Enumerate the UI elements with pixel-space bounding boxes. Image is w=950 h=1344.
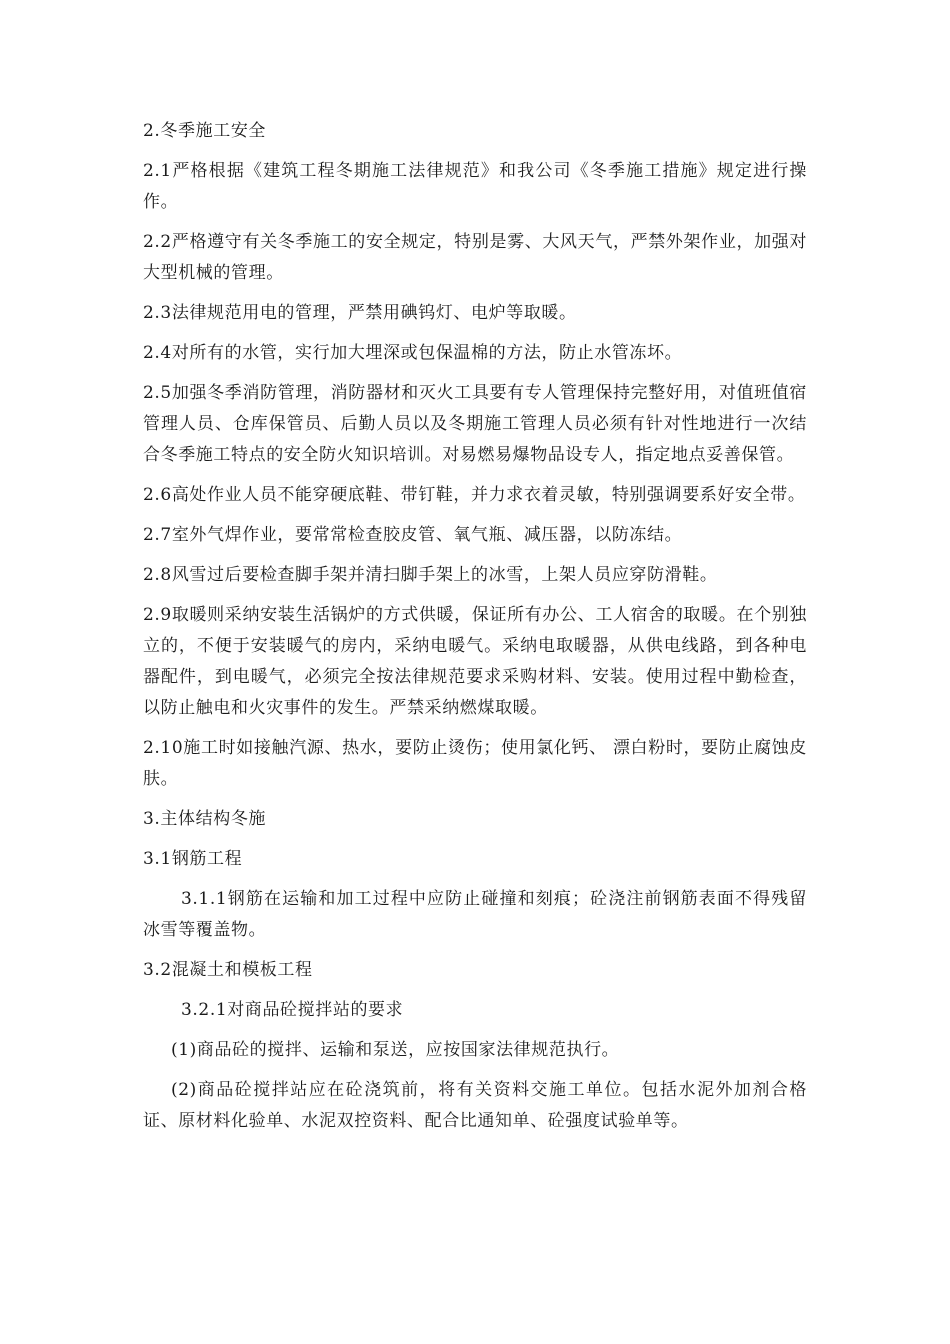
subsection-heading-rebar: 3.1钢筋工程 <box>143 849 243 869</box>
paragraph-3-1-1: 3.1.1钢筋在运输和加工过程中应防止碰撞和刻痕；砼浇注前钢筋表面不得残留冰雪等覆盖物。 <box>143 889 807 940</box>
paragraph-2-9: 2.9取暖则采纳安装生活锅炉的方式供暖，保证所有办公、工人宿舍的取暖。在个别独立的，不便于安装暖气的房内，采纳电暖气。采纳电取暖器，从供电线路，到各种电器配件，到电暖气，必须完全按法律规范要求采购材料、安装。使用过程中勤检查，以防止触电和火灾事件的发生。严禁采纳燃煤取暖。 <box>143 605 807 718</box>
paragraph-2-8: 2.8风雪过后要检查脚手架并清扫脚手架上的冰雪，上架人员应穿防滑鞋。 <box>143 565 718 585</box>
subsection-heading-concrete-formwork: 3.2混凝土和模板工程 <box>143 960 313 980</box>
paragraph-2-7: 2.7室外气焊作业，要常常检查胶皮管、氧气瓶、减压器，以防冻结。 <box>143 525 683 545</box>
document-body <box>143 116 807 1146</box>
section-heading-winter-safety: 2.冬季施工安全 <box>143 121 267 141</box>
paragraph-2-10: 2.10施工时如接触汽源、热水，要防止烫伤；使用氯化钙、 漂白粉时，要防止腐蚀皮肤。 <box>143 738 807 789</box>
paragraph-2-5: 2.5加强冬季消防管理，消防器材和灭火工具要有专人管理保持完整好用，对值班值宿管理人员、仓库保管员、后勤人员以及冬期施工管理人员必须有针对性地进行一次结合冬季施工特点的安全防火知识培训。对易燃易爆物品设专人，指定地点妥善保管。 <box>143 383 807 465</box>
paragraph-2-4: 2.4对所有的水管，实行加大埋深或包保温棉的方法，防止水管冻坏。 <box>143 343 683 363</box>
paragraph-3-2-1: 3.2.1对商品砼搅拌站的要求 <box>181 1000 404 1020</box>
paragraph-2-6: 2.6高处作业人员不能穿硬底鞋、带钉鞋，并力求衣着灵敏，特别强调要系好安全带。 <box>143 485 806 505</box>
list-item-1: (1)商品砼的搅拌、运输和泵送，应按国家法律规范执行。 <box>171 1040 620 1060</box>
section-heading-main-structure: 3.主体结构冬施 <box>143 809 267 829</box>
paragraph-2-3: 2.3法律规范用电的管理，严禁用碘钨灯、电炉等取暖。 <box>143 303 577 323</box>
paragraph-2-1: 2.1严格根据《建筑工程冬期施工法律规范》和我公司《冬季施工措施》规定进行操作。 <box>143 161 807 212</box>
list-item-2: (2)商品砼搅拌站应在砼浇筑前，将有关资料交施工单位。包括水泥外加剂合格证、原材料化验单、水泥双控资料、配合比通知单、砼强度试验单等。 <box>143 1080 807 1131</box>
paragraph-2-2: 2.2严格遵守有关冬季施工的安全规定，特别是雾、大风天气，严禁外架作业，加强对大型机械的管理。 <box>143 232 807 283</box>
